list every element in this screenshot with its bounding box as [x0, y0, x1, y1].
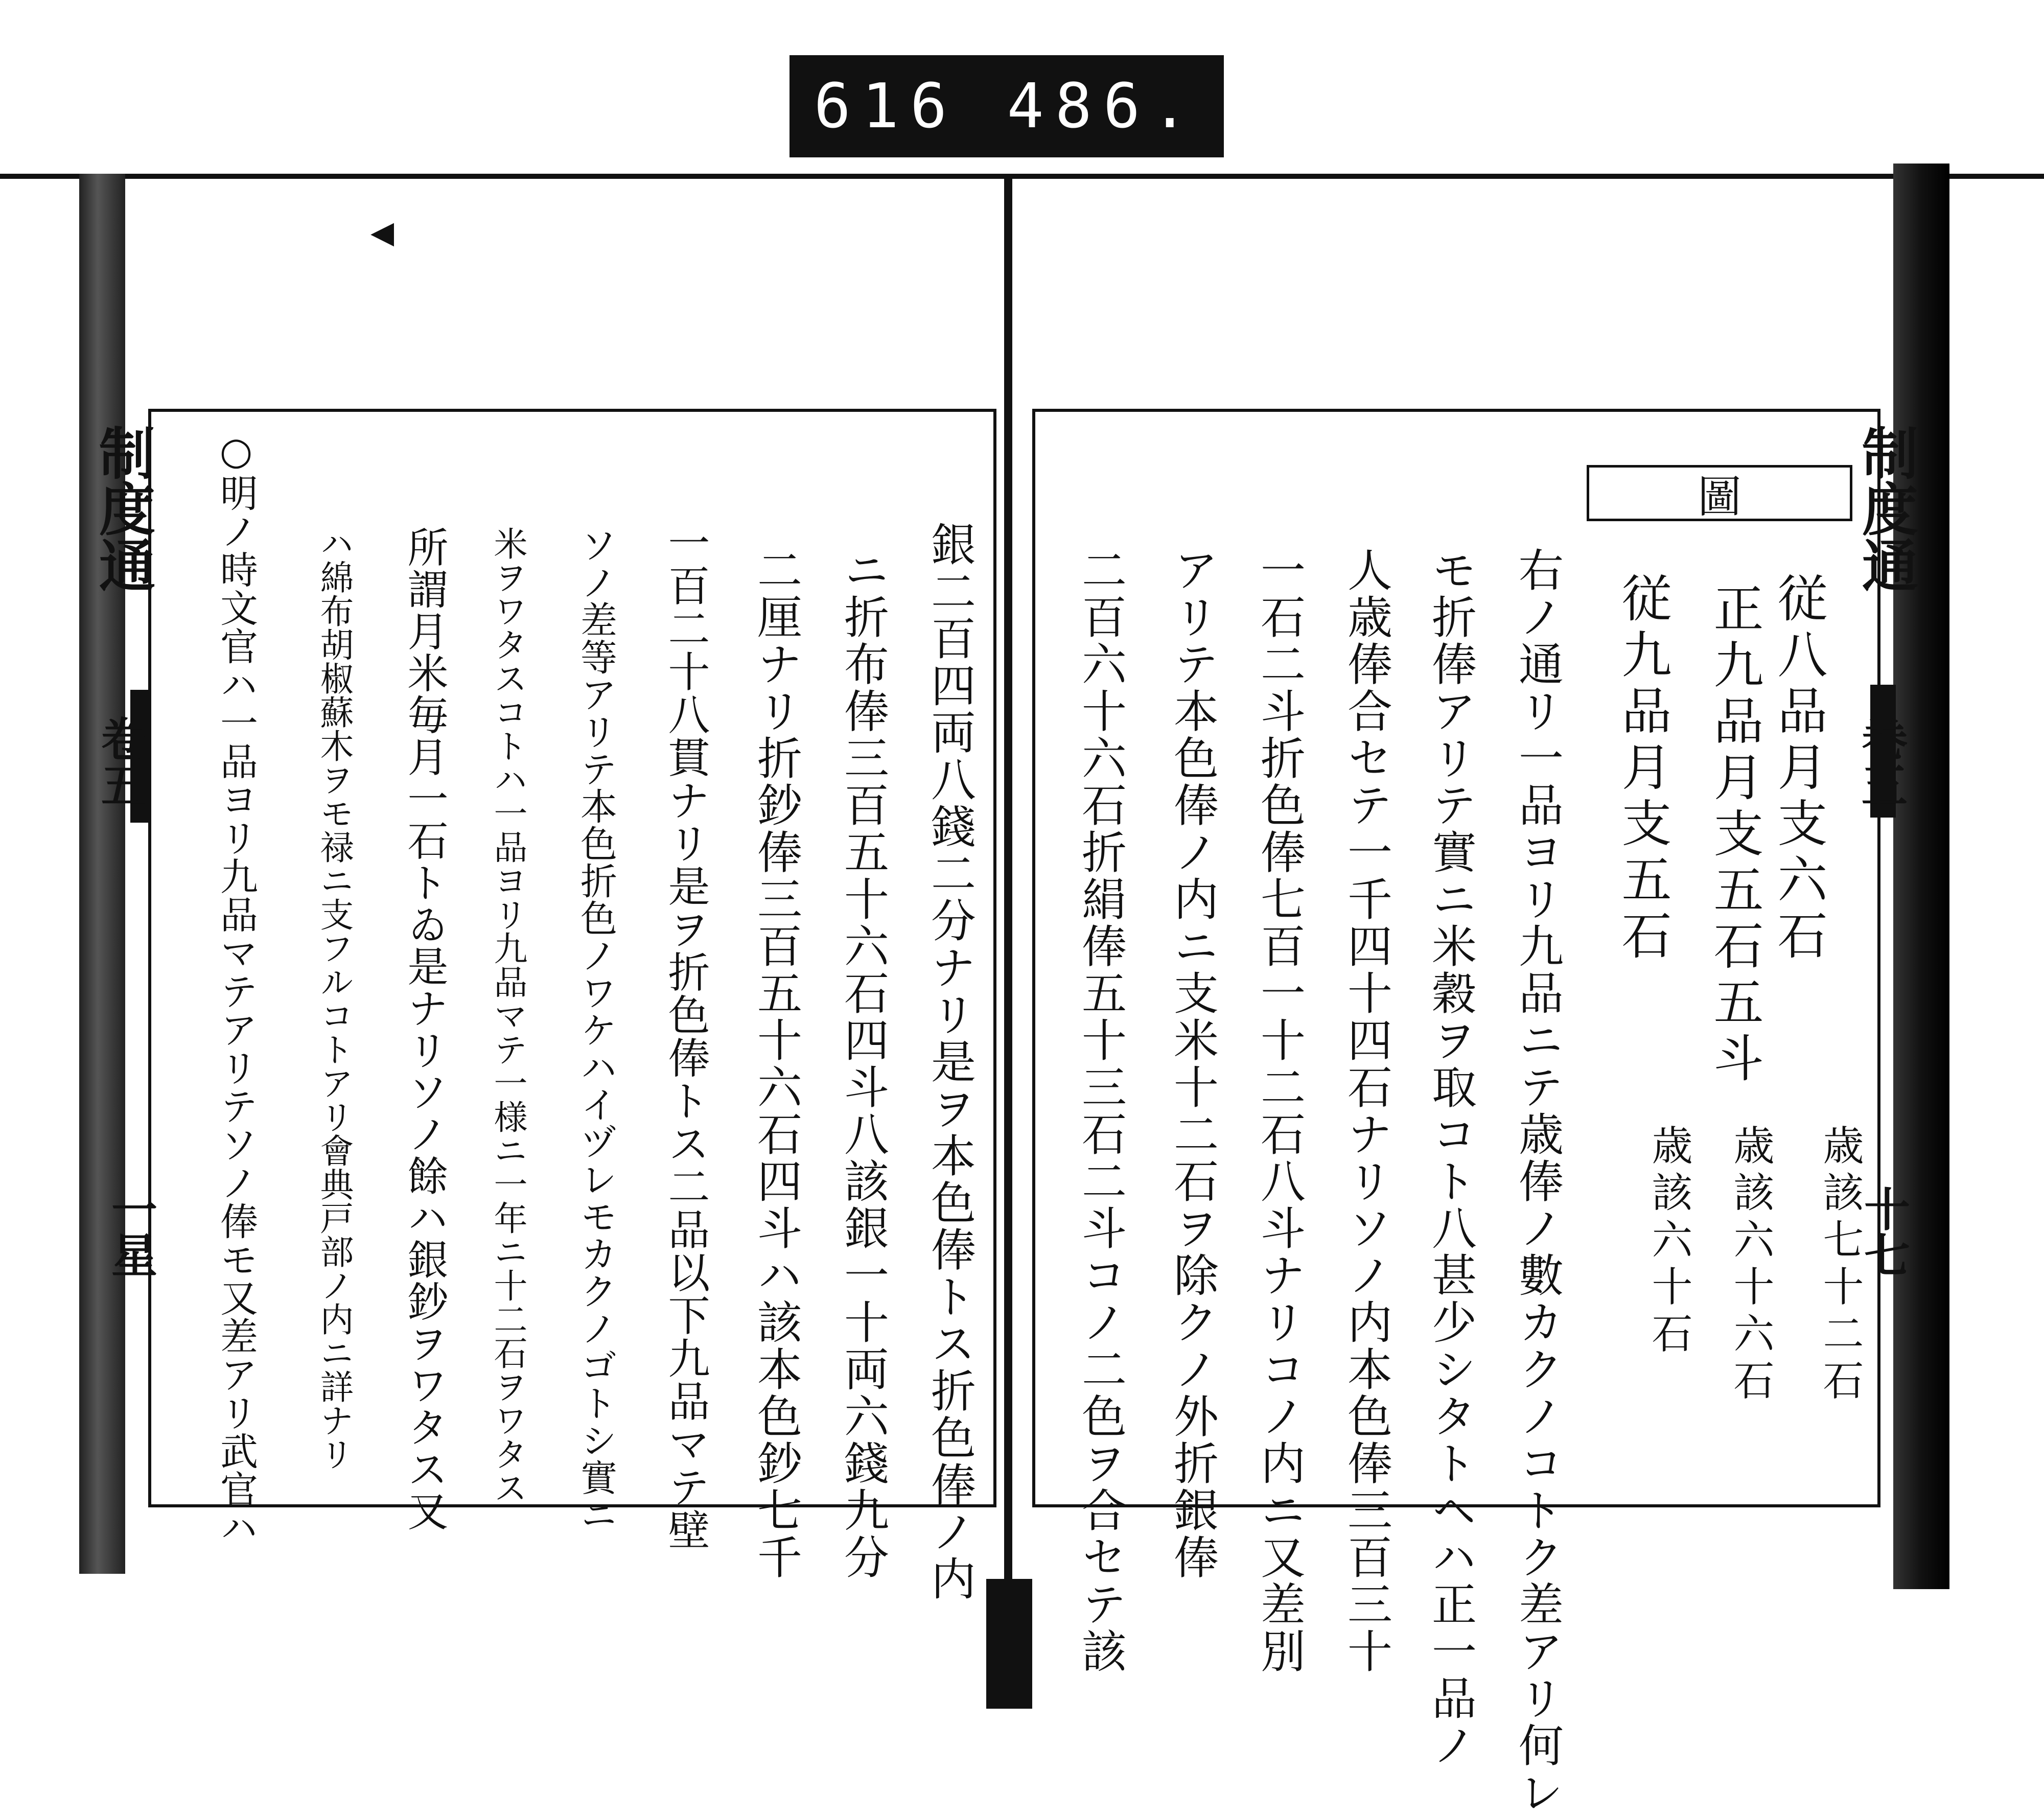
book-left-edge [79, 174, 125, 1574]
spine-binding-block [986, 1579, 1032, 1709]
annual-stipend: 歳該六十石 [1645, 1124, 1692, 1359]
book-spine [1004, 174, 1012, 1702]
rank-entry: 従九品月支五石 [1613, 572, 1671, 966]
film-frame-label [789, 55, 1224, 157]
book-right-edge [1893, 164, 1949, 1589]
right-margin-volume: 卷五 [1853, 715, 1908, 807]
book-top-edge [0, 174, 2044, 179]
left-margin-page: 一星 [103, 1185, 157, 1277]
body-column: 銀二百四両八錢二分ナリ是ヲ本色俸トス折色俸ノ内 [924, 521, 977, 1602]
annual-stipend: 歳該七十二石 [1816, 1124, 1864, 1406]
left-margin-title: 制度通 [90, 424, 156, 593]
figure-label-box [1587, 465, 1852, 521]
body-column: ニ折布俸三百五十六石四斗八該銀一十両六錢九分 [837, 547, 890, 1581]
rank-entry: 従八品月支六石 [1769, 572, 1827, 966]
triangle-marker-icon: ◀ [370, 215, 394, 250]
body-column: ソノ差等アリテ本色折色ノワケハイヅレモカクノゴトシ實ニ [574, 526, 617, 1533]
figure-label: 圖 [1698, 472, 1741, 523]
frame-number-left: 616 [814, 71, 959, 142]
body-column: 人歳俸合セテ一千四十四石ナリソノ内本色俸三百三十 [1340, 547, 1393, 1675]
frame-number-right: 486. [1007, 71, 1200, 142]
annual-stipend: 歳該六十六石 [1727, 1124, 1774, 1406]
body-column: モ折俸アリテ實ニ米穀ヲ取コト八甚少シタトヘハ正一品ノ [1425, 547, 1477, 1769]
left-margin-volume: 卷五 [93, 715, 147, 807]
rank-entry: 正九品月支五石五斗 [1705, 583, 1763, 1088]
body-column: 二百六十六石折絹俸五十三石二斗コノ二色ヲ合セテ該 [1075, 547, 1127, 1675]
body-column: 二厘ナリ折鈔俸三百五十六石四斗ハ該本色鈔七千 [750, 547, 803, 1581]
body-column: ○明ノ時文官ハ一品ヨリ九品マテアリテソノ俸モ又差アリ武官ハ [214, 429, 258, 1547]
right-margin-page: 十七 [1856, 1185, 1910, 1277]
body-column: ハ綿布胡椒蘇木ヲモ禄ニ支フルコトアリ會典戸部ノ内ニ詳ナリ [314, 526, 354, 1471]
body-column: アリテ本色俸ノ内ニ支米十二石ヲ除クノ外折銀俸 [1167, 547, 1219, 1581]
body-column: 所謂月米毎月一石トゐ是ナリソノ餘ハ銀鈔ヲワタス又 [401, 526, 448, 1532]
body-column: 米ヲワタスコトハ一品ヨリ九品マテ一様ニ一年ニ十二石ヲワタス [488, 526, 527, 1504]
body-column: 一百二十八貫ナリ是ヲ折色俸トス二品以下九品マテ壁 [661, 521, 710, 1551]
right-margin-title: 制度通 [1853, 424, 1919, 593]
body-column: 一石二斗折色俸七百一十二石八斗ナリコノ内ニ又差別 [1253, 547, 1306, 1675]
body-column: 右ノ通リ一品ヨリ九品ニテ歳俸ノ數カクノコトク差アリ何レ [1512, 547, 1564, 1816]
